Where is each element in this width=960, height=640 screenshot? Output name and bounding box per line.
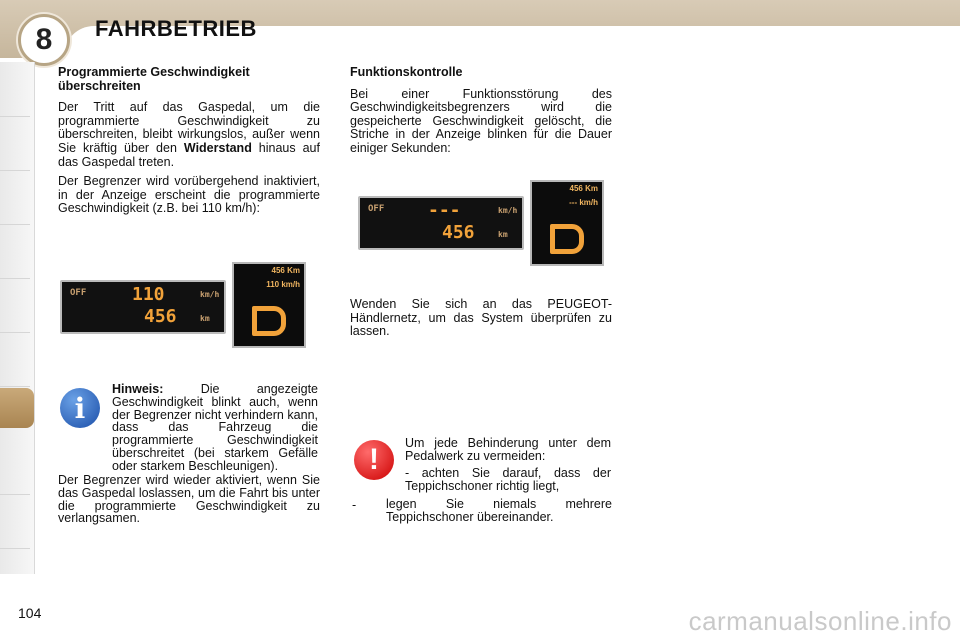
chapter-tab-active[interactable] [0, 388, 34, 428]
watermark: carmanualsonline.info [688, 606, 952, 636]
speed-label: --- km/h [569, 198, 598, 207]
page-number: 104 [18, 605, 42, 621]
warning-item: - achten Sie darauf, dass der Teppichschoner richtig liegt, [405, 466, 611, 493]
km-label: 456 Km [271, 266, 300, 275]
unit-label: km [498, 230, 508, 239]
chapter-title: FAHRBETRIEB [95, 16, 257, 41]
unit-label: km [200, 314, 210, 323]
paragraph: Wenden Sie sich an das PEUGEOT-Händlernetz, um das System überprüfen zu lassen. [350, 297, 612, 339]
right-column [350, 66, 612, 162]
speed-digits: --- [428, 200, 461, 221]
left-column [58, 66, 320, 222]
drive-mode-icon [252, 306, 286, 336]
section-heading: Programmierte Geschwindigkeit überschreiten [58, 65, 250, 93]
warning-icon: ! [354, 440, 394, 480]
chapter-tab-rail [0, 62, 35, 574]
paragraph: Der Begrenzer wird vorübergehend inaktiviert, in der Anzeige erscheint die programmierte Geschwindigkeit (z.B. bei 110 km/h): [58, 174, 320, 216]
chapter-tab[interactable] [0, 278, 30, 333]
chapter-tab[interactable] [0, 170, 30, 225]
cluster-display [60, 280, 226, 334]
warning-intro: Um jede Behinderung unter dem Pedalwerk zu vermeiden: [405, 436, 611, 463]
odometer-digits: 456 [144, 306, 177, 327]
odometer-digits: 456 [442, 222, 475, 243]
chapter-tab[interactable] [0, 224, 30, 279]
unit-label: km/h [200, 290, 220, 299]
chapter-number-badge: 8 [18, 14, 70, 66]
off-label: OFF [70, 288, 87, 298]
paragraph [58, 101, 320, 169]
chapter-tab[interactable] [0, 332, 30, 387]
drive-mode-icon [550, 224, 584, 254]
text: Der Tritt auf das Gaspedal, um die programmierte Geschwindigkeit zu überschreiten, bleibt wirkungslos, außer wenn Sie kräftig über den [58, 100, 320, 155]
off-label: OFF [368, 204, 385, 214]
speed-label: 110 km/h [266, 280, 300, 289]
chapter-tab[interactable] [0, 62, 30, 117]
bold-text: Widerstand [183, 140, 252, 155]
warning-item: legen Sie niemals mehrere Teppichschoner übereinander. [386, 497, 612, 524]
unit-label: km/h [498, 206, 518, 215]
km-label: 456 Km [569, 184, 598, 193]
dealer-paragraph [350, 298, 612, 345]
text: hinaus auf das Gaspedal treten. [58, 140, 320, 169]
note-text: Die angezeigte Geschwindigkeit blinkt auch, wenn der Begrenzer nicht verhindern kann, dass das Fahrzeug die programmierte Geschwindigkeit überschreitet (bei starkem Gefälle oder starkem Beschleunigen). [112, 382, 318, 473]
screen-display [530, 180, 604, 266]
chapter-tab[interactable] [0, 116, 30, 171]
bullet-dash: - [352, 498, 357, 512]
chapter-tab[interactable] [0, 494, 30, 549]
paragraph: Bei einer Funktionsstörung des Geschwindigkeitsbegrenzers wird die gespeicherte Geschwindigkeit gelöscht, die Striche in der Anzeige blinken für die Dauer einiger Sekunden: [350, 86, 612, 155]
note-label: Hinweis: [112, 382, 164, 396]
chapter-tab[interactable] [0, 440, 30, 495]
note-block [112, 383, 318, 473]
info-icon: i [60, 388, 100, 428]
speed-digits: 110 [132, 284, 165, 305]
note-continued: Der Begrenzer wird wieder aktiviert, wenn Sie das Gaspedal loslassen, um die Fahrt bis unter die programmierte Geschwindigkeit zu verlangsamen. [58, 473, 320, 526]
section-heading: Funktionskontrolle [350, 65, 463, 79]
screen-display [232, 262, 306, 348]
cluster-display [358, 196, 524, 250]
